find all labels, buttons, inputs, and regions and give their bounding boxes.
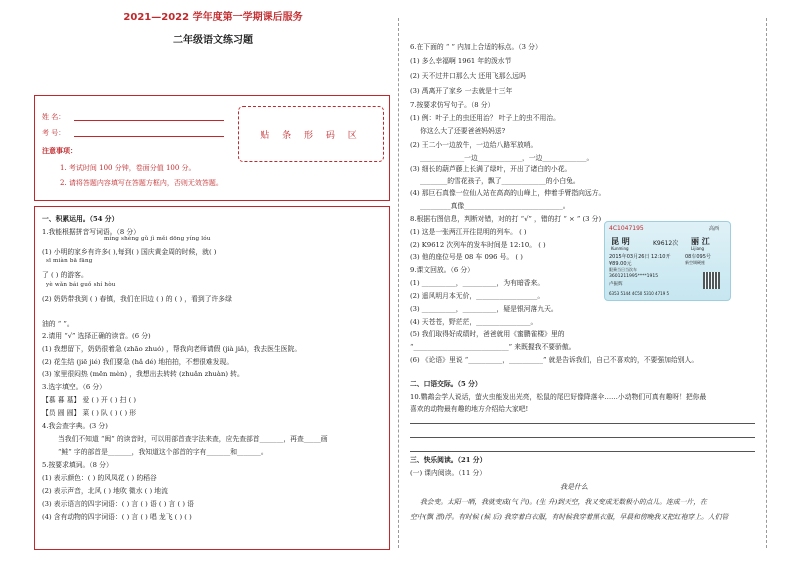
note-1: 1. 考试时间 100 分钟，卷面分值 100 分。 xyxy=(60,164,196,172)
reading-para-2: 空中(飘 漂)浮。有时候 (候 后) 我穿着白衣服，有时候我穿着黑衣服，早晨和傍晚我又把红袍穿上。人们管 xyxy=(410,513,729,521)
ticket-note: 限乘当日当次车 xyxy=(609,267,637,272)
ticket-from: 昆 明 xyxy=(611,237,630,246)
q1-line-4: 油的 “ ”。 xyxy=(42,320,74,328)
q4-title: 4.我会查字典。(3 分) xyxy=(42,422,108,430)
answer-line-1[interactable] xyxy=(410,423,755,424)
q2-line-3: (3) 家里很闷热 (mēn mèn) ，我想出去转转 (zhuǎn zhuàn) 转。 xyxy=(42,370,244,378)
q9-line-6: “____________________________” 来既握我不要骄傲。 xyxy=(410,343,576,351)
q1-pinyin-1: mínɡ shènɡ ɡǔ jì měi dōnɡ yínɡ lóu xyxy=(104,236,211,242)
reading-1-title: (一) 课内阅读。（11 分） xyxy=(410,469,487,477)
q2-title: 2.请用 “√” 选择正确的读音。(6 分) xyxy=(42,332,151,340)
fold-line xyxy=(398,18,399,548)
section-2-title: 二、口语交际。（5 分） xyxy=(410,380,482,388)
ticket-train: K9612次 xyxy=(653,240,679,247)
ticket-seat: 08车095号 xyxy=(685,254,711,260)
q4-line-2: “鲑” 字的部首是_______，我知道这个部首的字有_______和_______。 xyxy=(58,448,268,456)
ticket-name: 卢振辉 xyxy=(609,282,623,287)
id-label: 考 号： xyxy=(42,129,66,137)
section-3-title: 三、快乐阅读。（21 分） xyxy=(410,456,487,464)
q5-line-4: (4) 含有动物的四字词语：( ) 言 ( ) 唱 龙飞 ( ) ( ) xyxy=(42,513,192,521)
q3-line-2: 【员 圆 圆】 菜 ( ) 队 ( ) ( ) 形 xyxy=(42,409,137,417)
train-ticket xyxy=(604,221,731,301)
reading-para-1: 我会变。太阳一晒，我就变成(气 汽)。(生 升)到天空，我又变成无数极小的点儿。连成一片，在 xyxy=(420,498,707,506)
q4-line-1: 当我们不知道 “闽” 的读音时，可以用部首查字法来查，应先查部首_______，再查_____画 xyxy=(58,435,328,443)
q9-line-3: (3) __________，__________，疑是银河落九天。 xyxy=(410,305,558,313)
q9-line-4: (4) 天苍苍，野茫茫，________________。 xyxy=(410,318,538,326)
q7-line-8: _________真像_____________________________。 xyxy=(420,202,570,210)
q1-line-3: (2) 奶奶带我到 ( ) 春镇，我们在旧边 ( ) 的 ( ) ，看到了许多绿 xyxy=(42,295,232,303)
q8-title: 8.根据右图信息，判断对错，对的打 “√” ，错的打 “ × ” (3 分) xyxy=(410,215,602,223)
id-field[interactable] xyxy=(74,136,224,137)
q7-line-1: (1) 例：叶子上的虫还用治？ 叶子上的虫不用治。 xyxy=(410,114,560,122)
notes-label: 注意事项： xyxy=(42,146,77,155)
reading-title: 我是什么 xyxy=(560,483,588,491)
q10-line-1: 10.鹦鹉会学人说话，萤火虫能发出光亮，松鼠的尾巴好像降落伞……小动物们可真有趣呀！把你最 xyxy=(410,393,707,401)
q7-line-5: (3) 细长的葫芦藤上长满了绿叶，开出了诸白的小花。 xyxy=(410,165,572,173)
ticket-price: ¥89.00元 xyxy=(609,261,632,267)
q7-line-7: (4) 那巨石真像一位仙人站在高高的山峰上，伸着手臂指向远方。 xyxy=(410,189,606,197)
ticket-from-pinyin: Kunming xyxy=(611,246,629,251)
q2-line-2: (2) 花生结 (jiē jié) 我们要急 (hǎ dé) 地拍拍，不想很难发现。 xyxy=(42,358,234,366)
q1-pinyin-3: yè wǎn bái ɡuǒ shí hòu xyxy=(46,282,116,288)
q6-line-1: (1) 多么幸福啊 1961 年的泼水节 xyxy=(410,57,512,65)
q10-line-2: 喜欢的动物最有趣的地方介绍给大家吧! xyxy=(410,405,529,413)
ticket-to: 丽 江 xyxy=(691,237,710,246)
q8-line-3: (3) 他的座位号是 08 车 096 号。 ( ) xyxy=(410,253,523,261)
q8-line-1: (1) 这是一张两江开往昆明的列车。 ( ) xyxy=(410,228,527,236)
ticket-id: 3601211995****1915 xyxy=(609,274,659,279)
ticket-to-pinyin: Lijiang xyxy=(691,246,705,251)
q3-line-1: 【慕 暮 墓】 爱 ( ) 开 ( ) 扫 ( ) xyxy=(42,396,137,404)
ticket-station: 高西 xyxy=(709,226,720,232)
ticket-code: 4C1047195 xyxy=(609,225,644,232)
q5-line-3: (3) 表示语言的四字词语：( ) 言 ( ) 语 ( ) 言 ( ) 语 xyxy=(42,500,194,508)
ticket-date: 2015年03月26日 12:10开 xyxy=(609,254,671,260)
q7-line-2: 你这么大了还要爸爸妈妈送? xyxy=(420,127,506,135)
q5-line-1: (1) 表示颜色：( ) 的风凤花 ( ) 的稻谷 xyxy=(42,474,157,482)
note-2: 2. 请将答题内容填写在答题方框内，否则无效答题。 xyxy=(60,179,223,187)
name-label: 姓 名： xyxy=(42,113,66,121)
q3-title: 3.选字填空。（6 分） xyxy=(42,383,106,391)
q6-line-3: (3) 禹离开了家乡 一去就是十三年 xyxy=(410,87,513,95)
q8-line-2: (2) K9612 次列车的发车时间是 12:10。 ( ) xyxy=(410,241,546,249)
q1-pinyin-2: sī miàn bā fānɡ xyxy=(46,258,93,264)
q1-title: 1.我能根据拼音写词语。（8 分） xyxy=(42,228,140,236)
ticket-serial: 6353 5144 4C50 5310 4719 5 xyxy=(609,291,670,296)
q6-title: 6.在下面的 “ ” 内加上合适的标点。（3 分） xyxy=(410,43,542,51)
q1-line-1: (1) 小明的家乡有许多( ),每到( ) 国庆黄金周的时候，就( ) xyxy=(42,248,217,256)
exam-title: 2021—2022 学年度第一学期课后服务 xyxy=(123,12,303,23)
q1-line-2: 了 ( ) 的游客。 xyxy=(42,271,88,279)
q9-line-7: (6) 《论语》里说 “__________，__________” 就是告诉我们，自己不喜欢的，不要强加给别人。 xyxy=(410,356,699,364)
q7-title: 7.按要求仿写句子。（8 分） xyxy=(410,101,495,109)
q9-line-1: (1) __________，__________，为有暗香来。 xyxy=(410,279,545,287)
exam-subtitle: 二年级语文练习题 xyxy=(173,35,253,46)
right-margin-line xyxy=(766,18,767,548)
q5-title: 5.按要求填词。（8 分） xyxy=(42,461,113,469)
q7-line-3: (2) 王二小一边放牛，一边给八路军放哨。 xyxy=(410,141,538,149)
barcode-area: 贴 条 形 码 区 xyxy=(238,106,384,162)
q2-line-1: (1) 我想留下，奶奶很着急 (zhāo zhuó) ，帮我向老师请假 (jià jiǎ)，我去医生医院。 xyxy=(42,345,302,353)
answer-line-3[interactable] xyxy=(410,451,755,452)
q9-line-2: (2) 遥风明月本无价，__________________。 xyxy=(410,292,545,300)
q6-line-2: (2) 天不过井口那么大 还用飞那么远吗 xyxy=(410,72,526,80)
qr-code-icon xyxy=(703,272,720,289)
q9-line-5: (5) 我们取得好成绩时，爸爸就用《蜜鹏雀楼》里的 xyxy=(410,330,565,338)
section-1-title: 一、积累运用。（54 分） xyxy=(42,215,119,223)
q9-title: 9.课文回放。（6 分） xyxy=(410,266,474,274)
q7-line-6: ________的雪花孩子，飘了_____________的小白兔。 xyxy=(420,177,580,185)
name-field[interactable] xyxy=(74,120,224,121)
q5-line-2: (2) 表示声音，北风 ( ) 地吹 微水 ( ) 地流 xyxy=(42,487,168,495)
q7-line-4: _____________一边_____________，一边_____________。 xyxy=(420,154,594,162)
answer-line-2[interactable] xyxy=(410,437,755,438)
exam-header xyxy=(28,8,398,46)
ticket-type: 新空调硬座 xyxy=(685,260,705,265)
